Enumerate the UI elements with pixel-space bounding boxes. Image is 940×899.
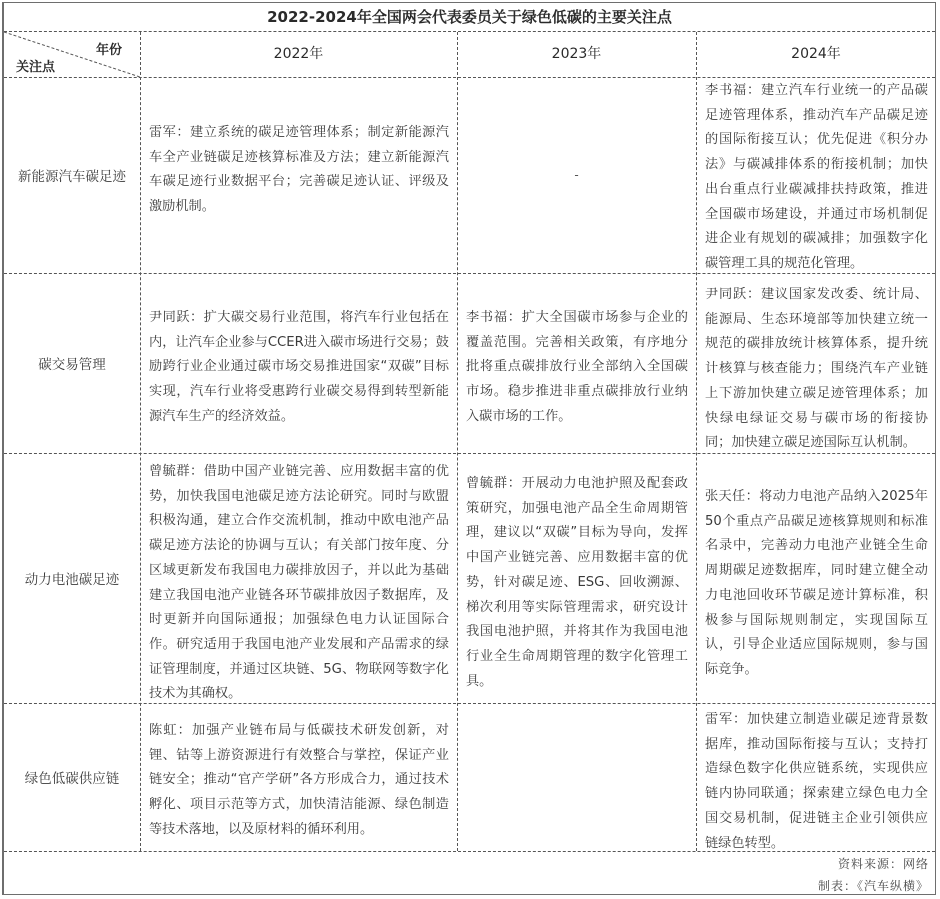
cell-2022-nev: 雷军：建立系统的碳足迹管理体系；制定新能源汽车全产业链碳足迹核算标准及方法；建立新能源汽车碳足迹行业数据平台；完善碳足迹认证、评级及激励机制。 xyxy=(149,125,449,215)
row-label-green-supply-chain: 绿色低碳供应链 xyxy=(24,771,120,787)
cell-2023-nev-empty: - xyxy=(574,168,579,182)
row-label-nev-carbon-footprint: 新能源汽车碳足迹 xyxy=(18,169,126,185)
cell-2024-supply-chain: 雷军：加快建立制造业碳足迹背景数据库，推动国际衔接与互认；支持打造绿色数字化供应链系统，实现供应链内协同联通；探索建立绿色电力全国交易机制，促进链主企业引领供应链绿色转型。 xyxy=(705,712,928,851)
column-header-2022: 2022年 xyxy=(273,46,324,62)
cell-2022-supply-chain: 陈虹：加强产业链布局与低碳技术研发创新，对锂、钴等上游资源进行有效整合与掌控，保证产业链安全；推动“官产学研”各方形成合力，通过技术孵化、项目示范等方式，加快清洁能源、绿色制造等技术落地，以及原材料的循环利用。 xyxy=(149,723,449,837)
corner-topic-label: 关注点 xyxy=(16,60,56,75)
column-header-2024: 2024年 xyxy=(791,46,841,62)
table-title: 2022-2024年全国两会代表委员关于绿色低碳的主要关注点 xyxy=(4,3,935,32)
table-frame xyxy=(2,2,936,895)
cell-2023-battery: 曾毓群：开展动力电池护照及配套政策研究，加强电池产品全生命周期管理，建议以“双碳”目标为导向，发挥中国产业链完善、应用数据丰富的优势，针对碳足迹、ESG、回收溯源、梯次利用等实际管理需求，研究设计我国电池护照，并将其作为我国电池行业全生命周期管理的数字化管理工具。 xyxy=(466,476,688,689)
cell-2024-battery: 张天任：将动力电池产品纳入2025年50个重点产品碳足迹核算规则和标准名录中，完善动力电池产业链全生命周期碳足迹数据库，同时建立健全动力电池回收环节碳足迹计算标准，积极参与国际规则制定，实现国际互认，引导企业适应国际规则，参与国际竞争。 xyxy=(705,489,928,677)
cell-2022-battery: 曾毓群：借助中国产业链完善、应用数据丰富的优势，加快我国电池碳足迹方法论研究。同时与欧盟积极沟通，建立合作交流机制，推动中欧电池产品碳足迹方法论的协调与互认；有关部门按年度、分区域更新发布我国电力碳排放因子，并以此为基础建立我国电池产业链各环节碳排放因子数据库，及时更新并向国际通报；加强绿色电力认证国际合作。研究适用于我国电池产业发展和产品需求的绿证管理制度，并通过区块链、5G、物联网等数字化技术为其确权。 xyxy=(149,464,449,702)
row-label-battery-carbon-footprint: 动力电池碳足迹 xyxy=(24,572,120,588)
cell-2024-carbon-trading: 尹同跃：建议国家发改委、统计局、能源局、生态环境部等加快建立统一规范的碳排放统计核算体系，提升统计核算与核查能力；围绕汽车产业链上下游加快建立碳足迹管理体系；加快绿电绿证交易与碳市场的衔接协同；加快建立碳足迹国际互认机制。 xyxy=(705,287,928,451)
cell-2024-nev: 李书福：建立汽车行业统一的产品碳足迹管理体系，推动汽车产品碳足迹的国际衔接互认；优先促进《积分办法》与碳减排体系的衔接机制；加快出台重点行业碳减排扶持政策，推进全国碳市场建设，并通过市场机制促进企业有规划的碳减排；加强数字化碳管理工具的规范化管理。 xyxy=(705,83,928,271)
column-header-2023: 2023年 xyxy=(551,46,602,62)
cell-2022-carbon-trading: 尹同跃：扩大碳交易行业范围，将汽车行业包括在内，让汽车企业参与CCER进入碳市场进行交易；鼓励跨行业企业通过碳市场交易推进国家“双碳”目标实现，汽车行业将受惠跨行业碳交易得到转型新能源汽车生产的经济效益。 xyxy=(149,310,449,424)
source-note: 资料来源：网络 xyxy=(837,857,929,871)
corner-year-label: 年份 xyxy=(96,43,123,58)
made-by-note: 制表：《汽车纵横》 xyxy=(817,879,929,893)
cell-2023-carbon-trading: 李书福：扩大全国碳市场参与企业的覆盖范围。完善相关政策，有序地分批将重点碳排放行业全部纳入全国碳市场。稳步推进非重点碳排放行业纳入碳市场的工作。 xyxy=(466,310,688,424)
cell-2023-supply-chain-empty xyxy=(457,703,696,851)
row-label-carbon-trading: 碳交易管理 xyxy=(38,357,106,373)
